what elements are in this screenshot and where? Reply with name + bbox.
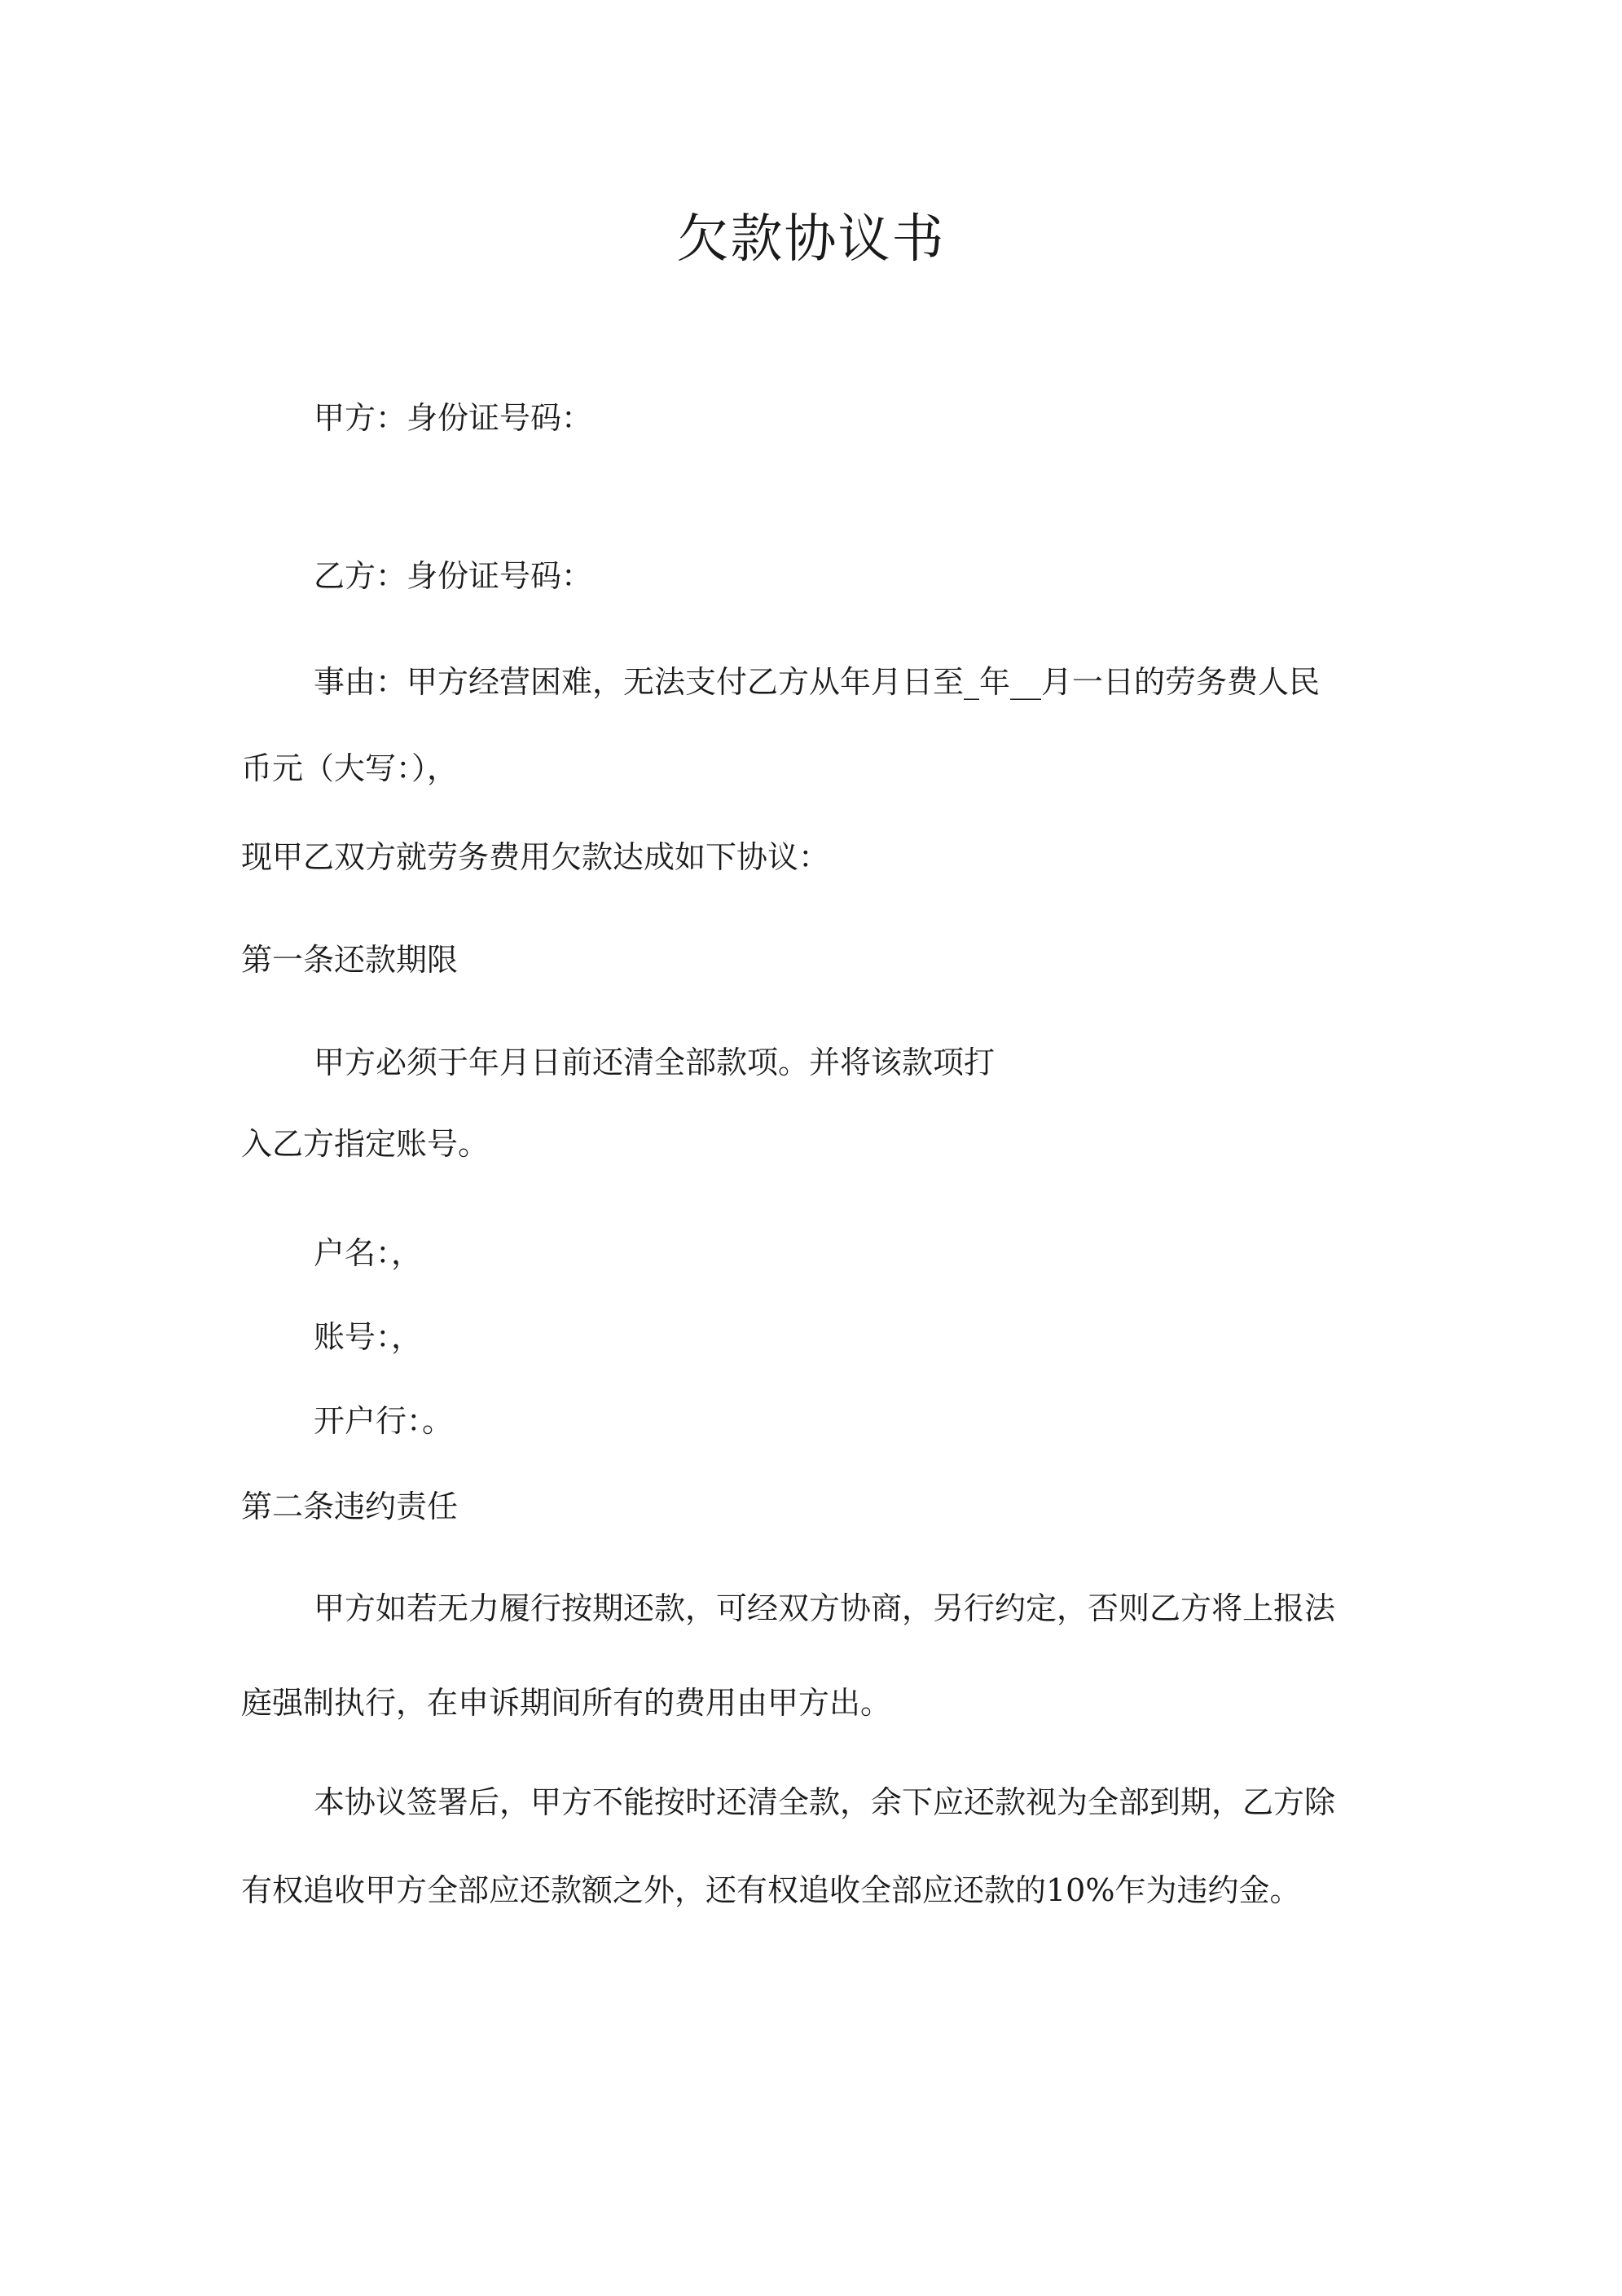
article-2-p1-line-2: 庭强制执行，在申诉期间所有的费用由甲方出。 [241,1685,892,1721]
account-bank-line: 开户行：。 [314,1403,454,1439]
account-name-line: 户名：， [314,1235,423,1271]
document-title: 欠款协议书 [676,209,946,270]
reason-line-1: 事由：甲方经营困难，无法支付乙方从年月日至_年__月一日的劳务费人民 [314,664,1321,700]
article-2-p2-line-1: 本协议签署后，甲方不能按时还清全款，余下应还款视为全部到期，乙方除 [314,1784,1336,1820]
party-b-line: 乙方：身份证号码： [314,558,593,594]
party-a-line: 甲方：身份证号码： [314,400,593,436]
reason-line-2: 币元（大写：）， [241,750,459,786]
account-number-line: 账号：， [314,1319,423,1355]
agreement-intro: 现甲乙双方就劳务费用欠款达成如下协议： [241,839,830,875]
article-1-line-1: 甲方必须于年月日前还清全部款项。并将该款项打 [314,1045,996,1080]
article-2-p2-line-2: 有权追收甲方全部应还款额之外，还有权追收全部应还款的10%乍为违约金。 [241,1872,1301,1908]
article-2-heading: 第二条违约责任 [241,1489,459,1524]
article-2-p1-line-1: 甲方如若无力履行按期还款，可经双方协商，另行约定，否则乙方将上报法 [314,1590,1336,1626]
article-1-line-2: 入乙方指定账号。 [241,1126,490,1162]
article-1-heading: 第一条还款期限 [241,942,459,978]
